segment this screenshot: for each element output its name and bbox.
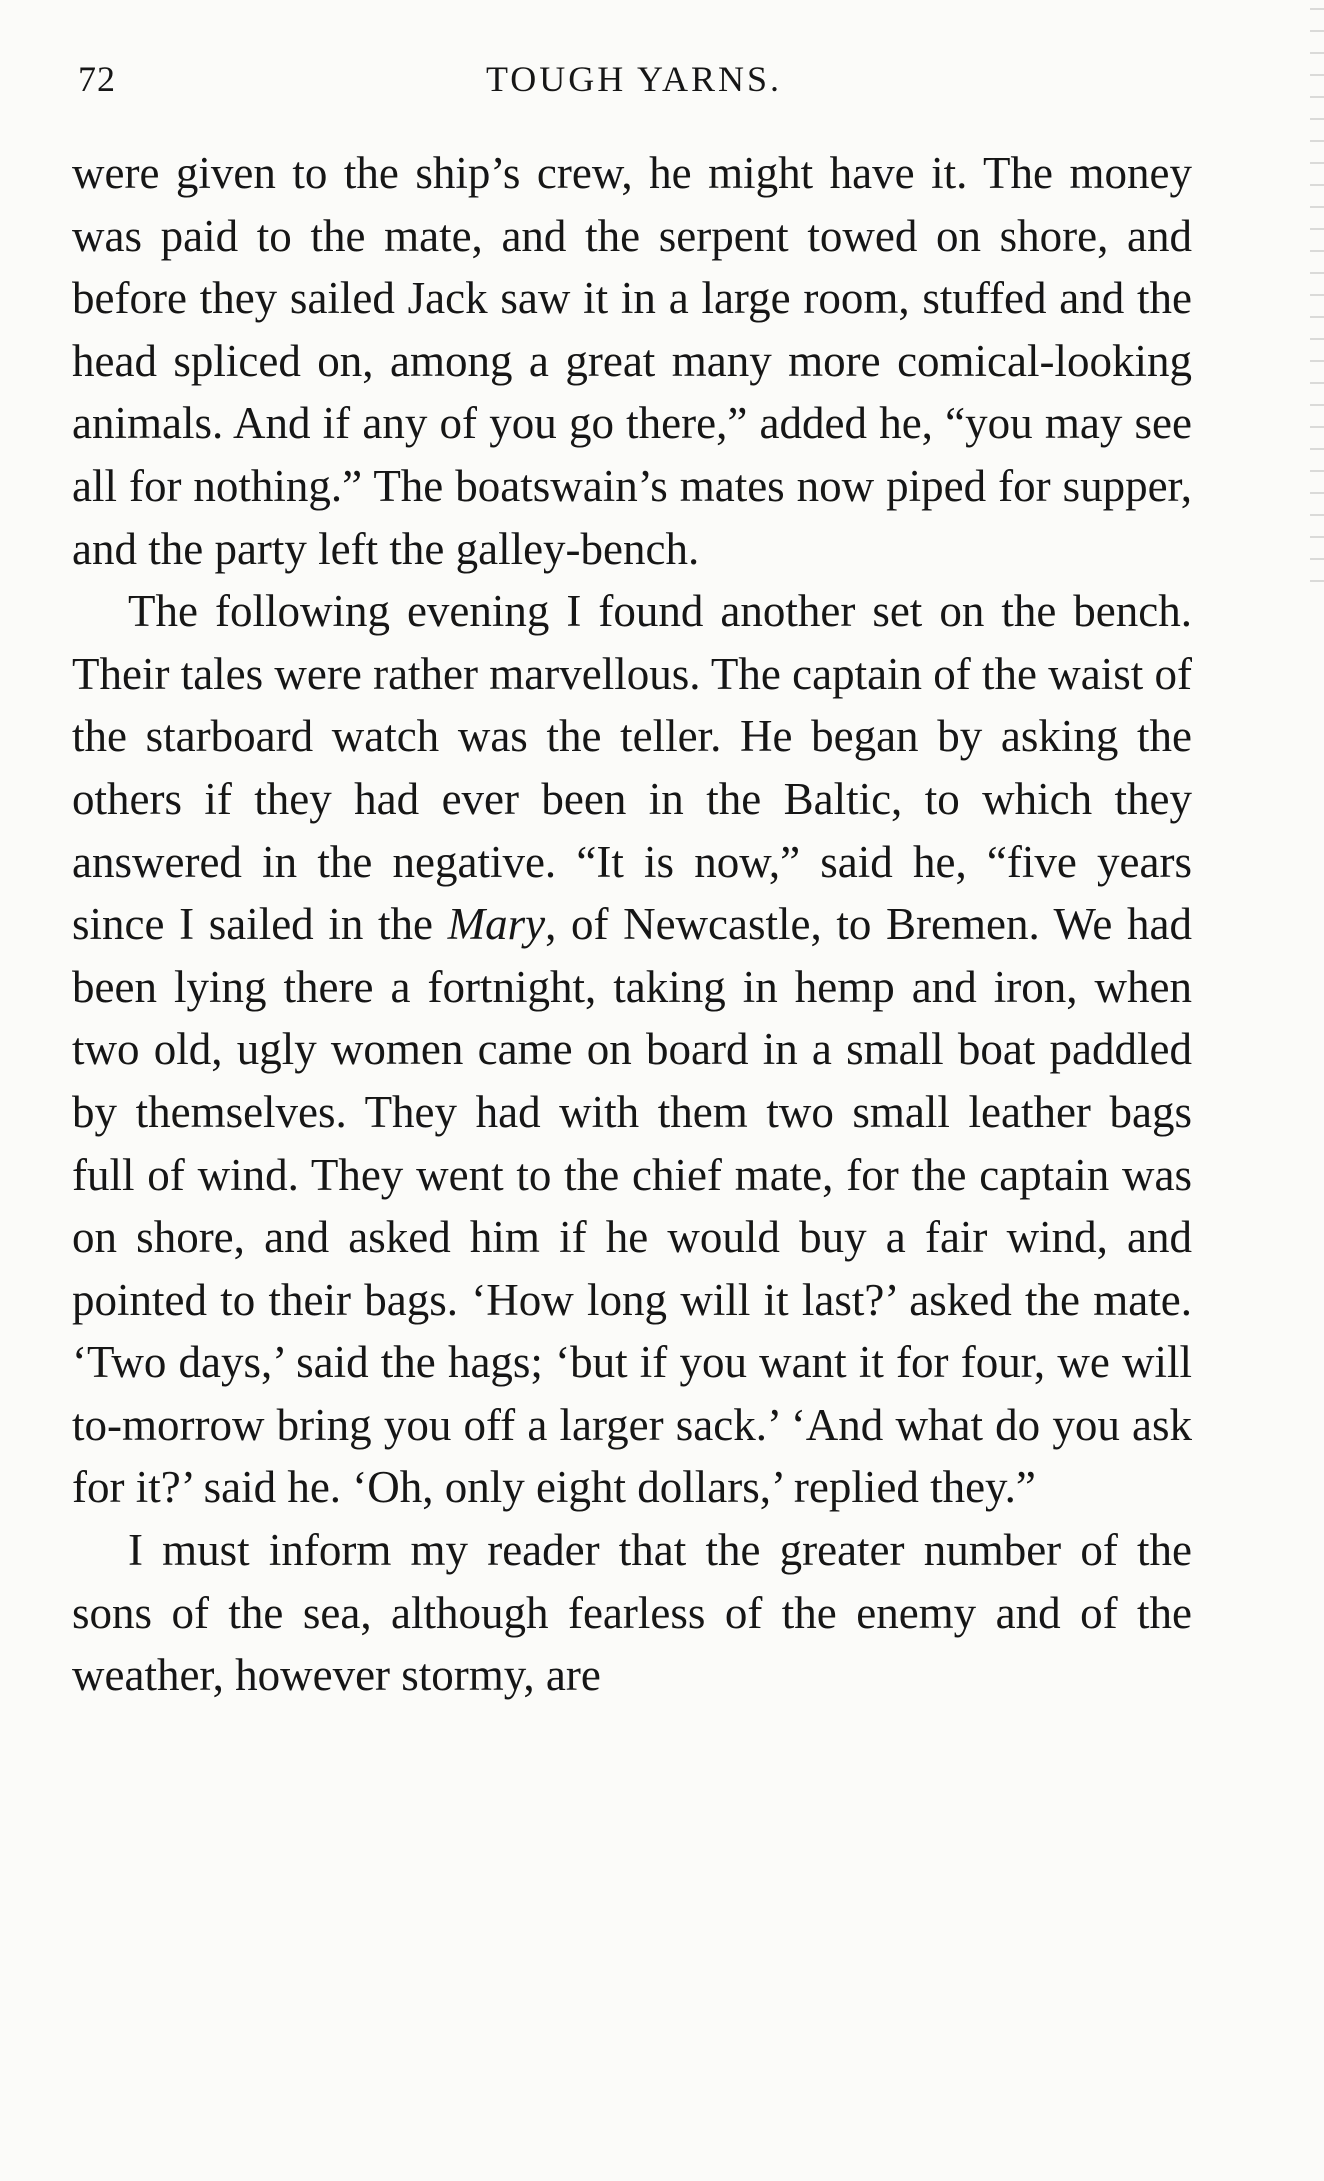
paragraph-2-text-b: , of Newcastle, to Bremen. We had been lying there a fortnight, taking in hemp and iron, when two old, ugly women came on board in a small boat paddled by themselves. They had with them two small leather bags full of wind. They went to the chief mate, for the captain was on shore, and asked him if he would buy a fair wind, and pointed to their bags. ‘How long will it last?’ asked the mate. ‘Two days,’ said the hags; ‘but if you want it for four, we will to-morrow bring you off a larger sack.’ ‘And what do you ask for it?’ said he. ‘Oh, only eight dollars,’ replied they.” [72,899,1192,1513]
page-header [78,58,1190,118]
body-text [72,142,1192,1707]
paragraph-2 [72,580,1192,1519]
paragraph-1: were given to the ship’s crew, he might have it. The money was paid to the mate, and the serpent towed on shore, and before they sailed Jack saw it in a large room, stuffed and the head spliced on, among a great many more comical-looking animals. And if any of you go there,” added he, “you may see all for nothing.” The boatswain’s mates now piped for supper, and the party left the galley-bench. [72,148,1192,574]
paragraph-3: I must inform my reader that the greater number of the sons of the sea, although fearless of the enemy and of the weather, however stormy, are [72,1525,1192,1701]
ship-name-italic: Mary [447,899,546,950]
running-title: TOUGH YARNS. [485,59,783,99]
page-number: 72 [78,59,116,99]
page-edge [1310,0,1324,600]
paragraph-2-text-a: The following evening I found another set on the bench. Their tales were rather marvellous. The captain of the waist of the starboard watch was the teller. He began by asking the others if they had ever been in the Baltic, to which they answered in the negative. “It is now,” said he, “five years since I sailed in the [72,586,1192,950]
